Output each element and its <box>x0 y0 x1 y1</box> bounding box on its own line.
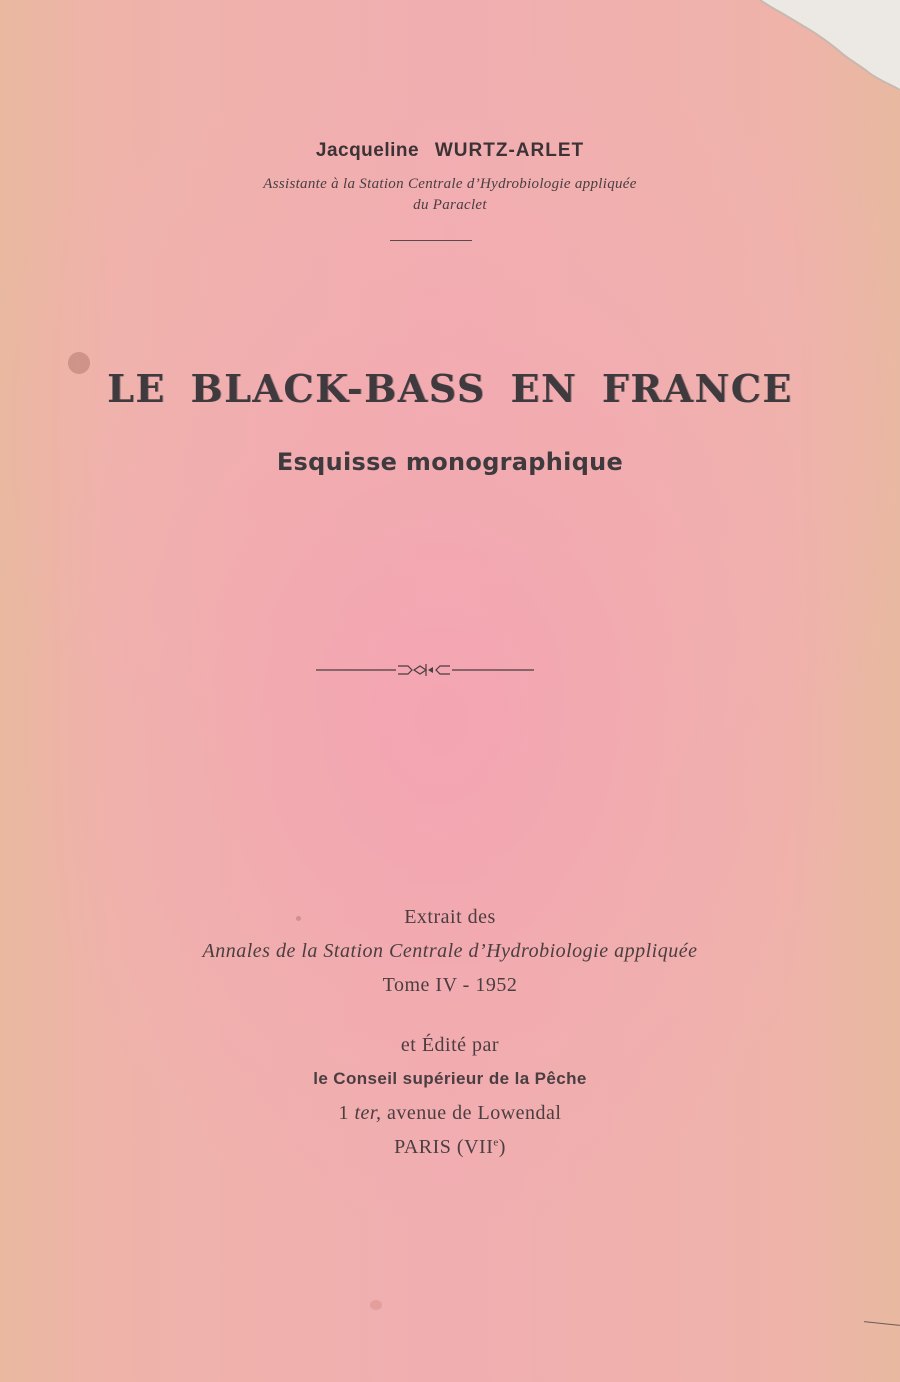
publisher-name: le Conseil supérieur de la Pêche <box>313 1069 587 1088</box>
publisher-city <box>0 1130 900 1164</box>
city-close: ) <box>498 1136 506 1158</box>
city-name: PARIS (VII <box>394 1136 494 1158</box>
publisher-block <box>0 1028 900 1164</box>
paper-stain <box>370 1300 382 1310</box>
extract-notice <box>0 900 900 1002</box>
book-subtitle: Esquisse monographique <box>276 448 624 476</box>
affiliation-line-1: Assistante à la Station Centrale d’Hydrobiologie appliquée <box>263 176 637 192</box>
book-title: LE BLACK-BASS EN FRANCE <box>107 366 793 411</box>
extract-label: Extrait des <box>404 906 496 928</box>
address-ter: ter, <box>354 1102 382 1124</box>
author-affiliation <box>0 174 900 216</box>
address-number: 1 <box>338 1102 349 1124</box>
ornamental-divider <box>316 660 534 680</box>
address-street: avenue de Lowendal <box>387 1102 562 1124</box>
author-surname: WURTZ-ARLET <box>434 140 585 161</box>
short-divider <box>390 240 472 241</box>
author-given-name: Jacqueline <box>315 140 420 161</box>
city-superscript: e <box>493 1136 499 1149</box>
edge-scratch <box>864 1321 900 1326</box>
affiliation-line-2: du Paraclet <box>413 197 487 213</box>
journal-volume: Tome IV - 1952 <box>382 974 518 996</box>
torn-corner <box>750 0 900 90</box>
journal-name: Annales de la Station Centrale d’Hydrobiologie appliquée <box>202 940 698 962</box>
edited-by-label: et Édité par <box>400 1034 500 1056</box>
author-line <box>0 140 900 162</box>
publisher-address <box>0 1096 900 1130</box>
